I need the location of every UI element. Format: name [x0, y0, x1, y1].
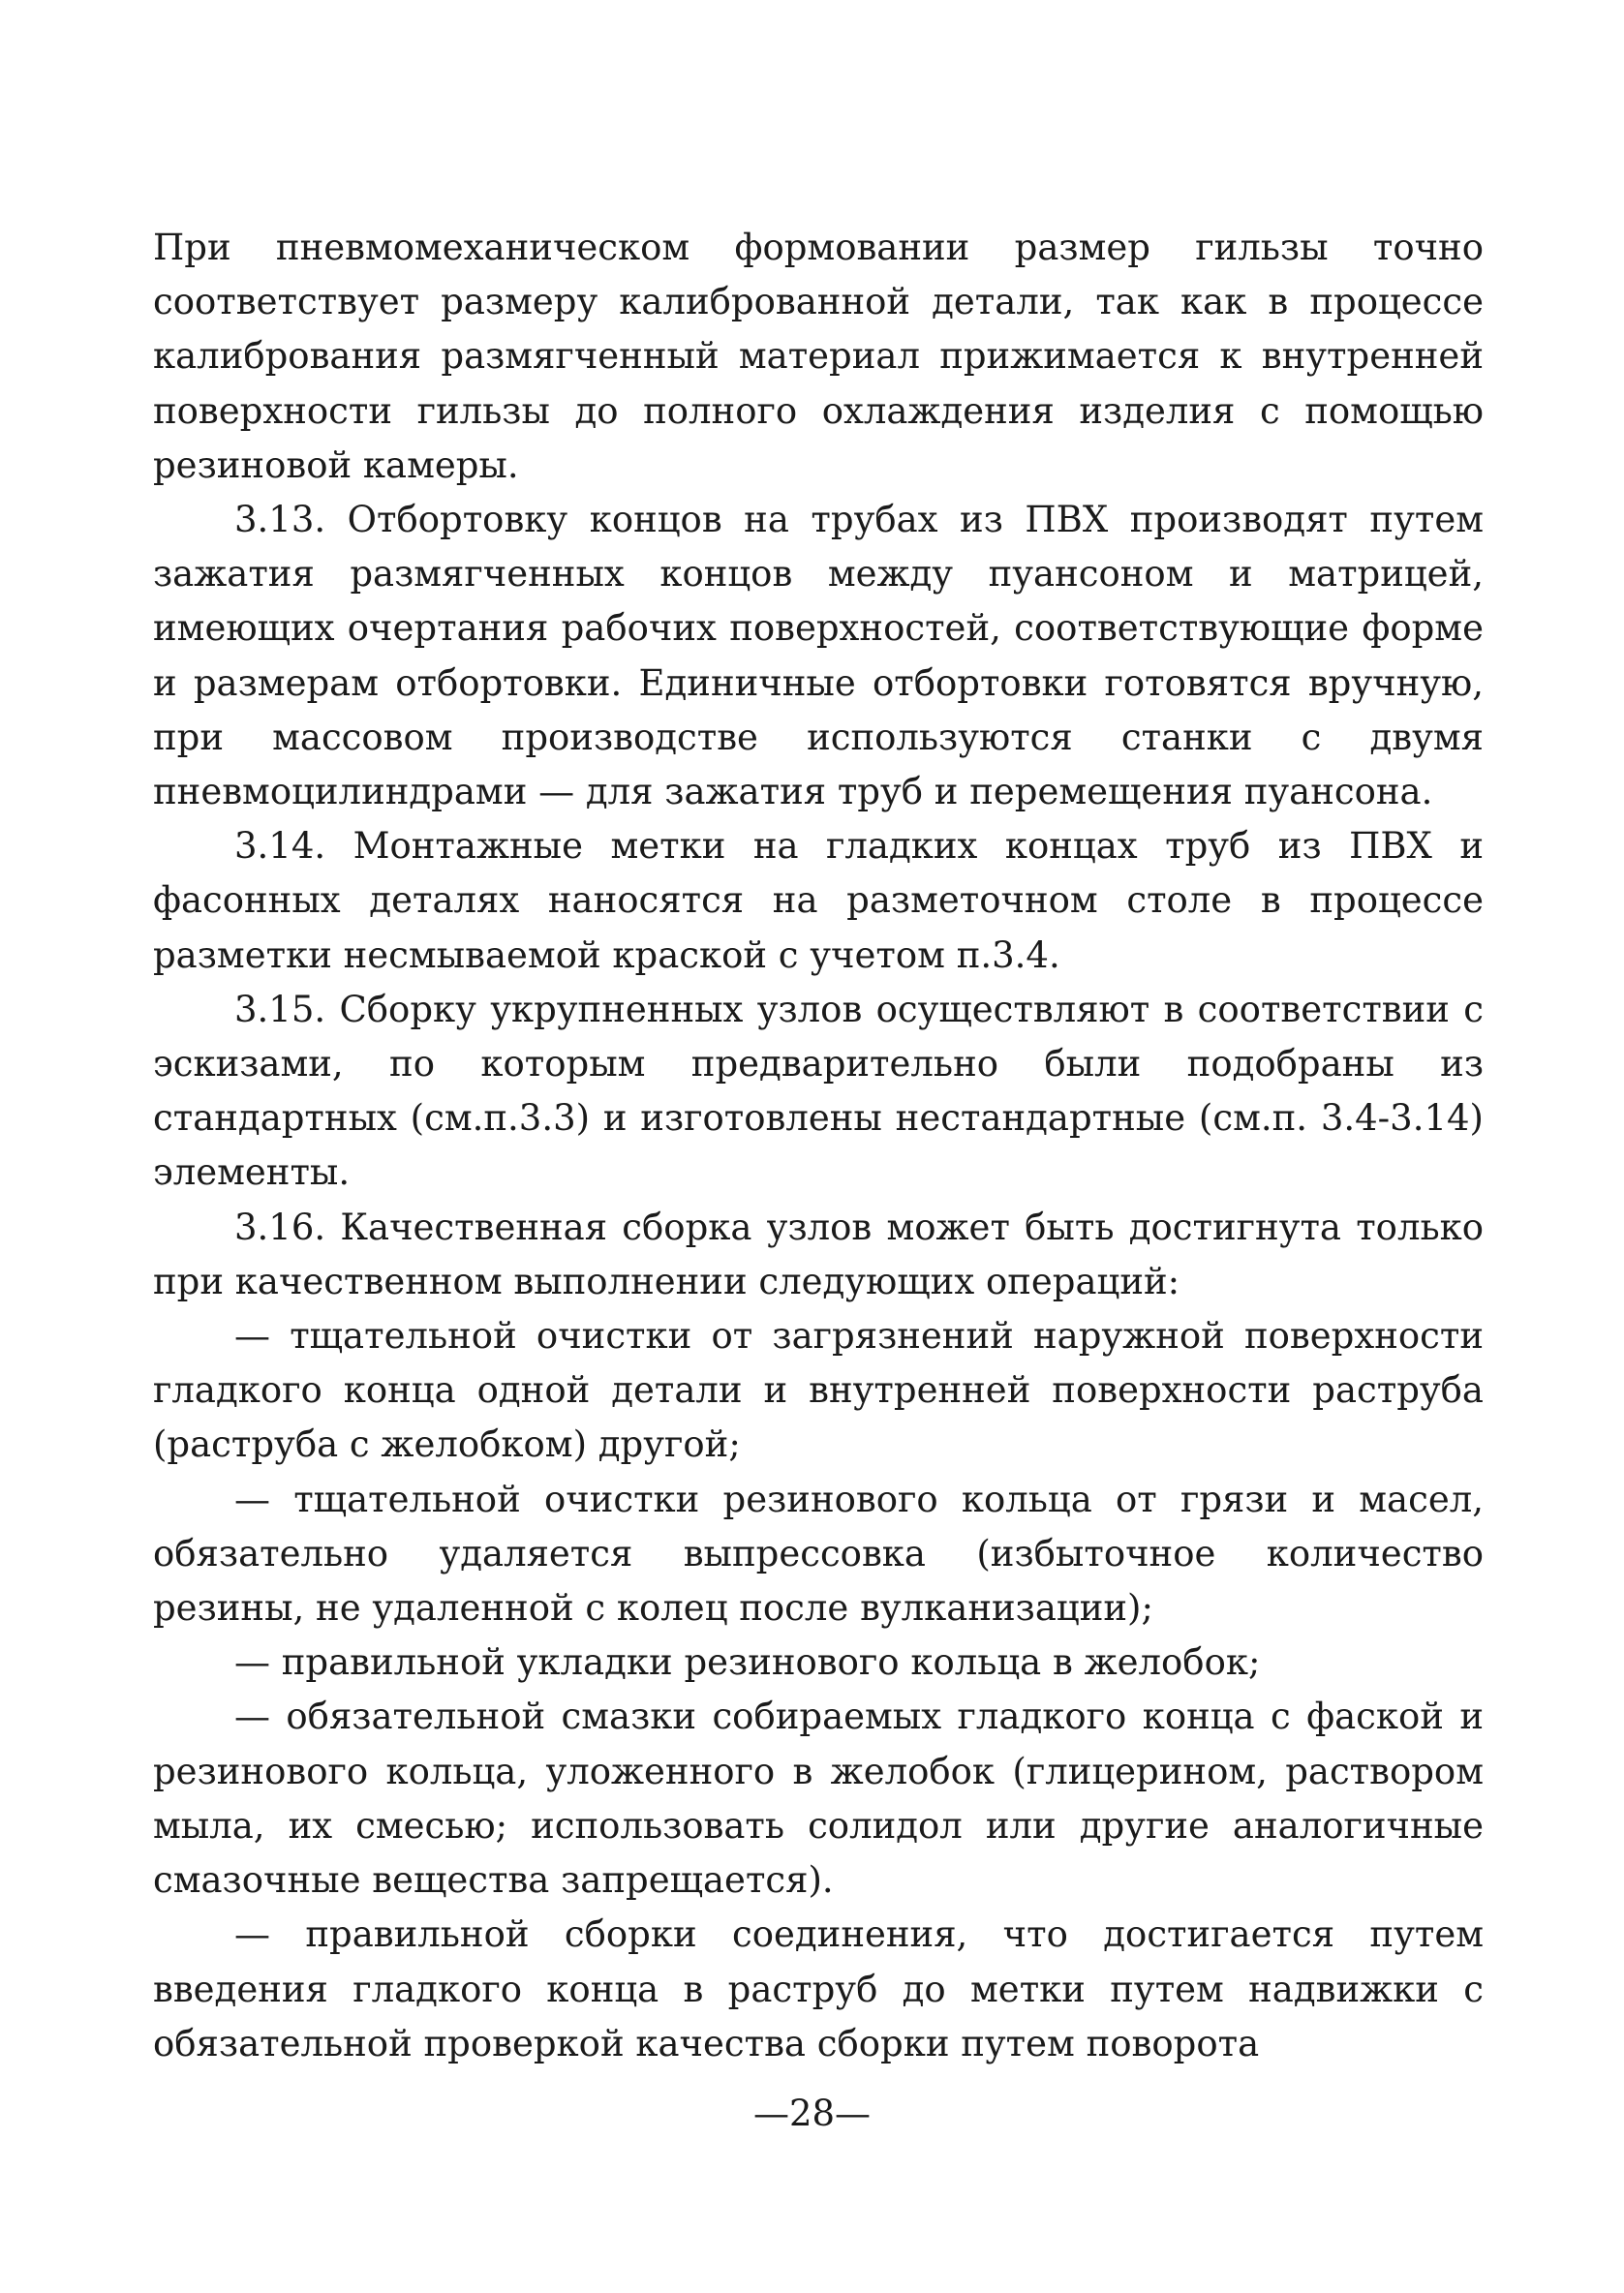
paragraph-3-13: 3.13. Отбортовку концов на трубах из ПВХ производят путем зажатия размягченных концов между пуансоном и матрицей, имеющих очертания рабочих поверхностей, соответствующие форме и размерам отбортовки. Единичные отбортовки готовятся вручную, при массовом производстве используются станки с двумя пневмоцилиндрами — для зажатия труб и перемещения пуансона.: [153, 499, 1484, 813]
list-item-cleaning-ring: — тщательной очистки резинового кольца от грязи и масел, обязательно удаляется выпрессовка (избыточное количество резины, не удаленной с колец после вулканизации);: [153, 1478, 1484, 1630]
page-number: —28—: [752, 2093, 872, 2134]
list-item-cleaning-surface: — тщательной очистки от загрязнений наружной поверхности гладкого конца одной детали и внутренней поверхности раструба (раструба с желобком) другой;: [153, 1315, 1484, 1466]
list-item-ring-placement: — правильной укладки резинового кольца в желобок;: [234, 1641, 1261, 1684]
paragraph-3-16: 3.16. Качественная сборка узлов может быть достигнута только при качественном выполнении следующих операций:: [153, 1206, 1484, 1302]
list-item-lubrication: — обязательной смазки собираемых гладкого конца с фаской и резинового кольца, уложенного в желобок (глицерином, раствором мыла, их смесью; использовать солидол или другие аналогичные смазочные вещества запрещается).: [153, 1696, 1484, 1902]
paragraph-intro: При пневмомеханическом формовании размер гильзы точно соответствует размеру калиброванной детали, так как в процессе калибрования размягченный материал прижимается к внутренней поверхности гильзы до полного охлаждения изделия с помощью резиновой камеры.: [153, 227, 1484, 486]
body-text: [153, 221, 1484, 2071]
list-item-assembly: — правильной сборки соединения, что достигается путем введения гладкого конца в раструб до метки путем надвижки с обязательной проверкой качества сборки путем поворота: [153, 1913, 1484, 2064]
paragraph-3-15: 3.15. Сборку укрупненных узлов осуществляют в соответствии с эскизами, по которым предварительно были подобраны из стандартных (см.п.3.3) и изготовлены нестандартные (см.п. 3.4-3.14) элементы.: [153, 988, 1484, 1194]
paragraph-3-14: 3.14. Монтажные метки на гладких концах труб из ПВХ и фасонных деталях наносятся на разметочном столе в процессе разметки несмываемой краской с учетом п.3.4.: [153, 825, 1484, 976]
